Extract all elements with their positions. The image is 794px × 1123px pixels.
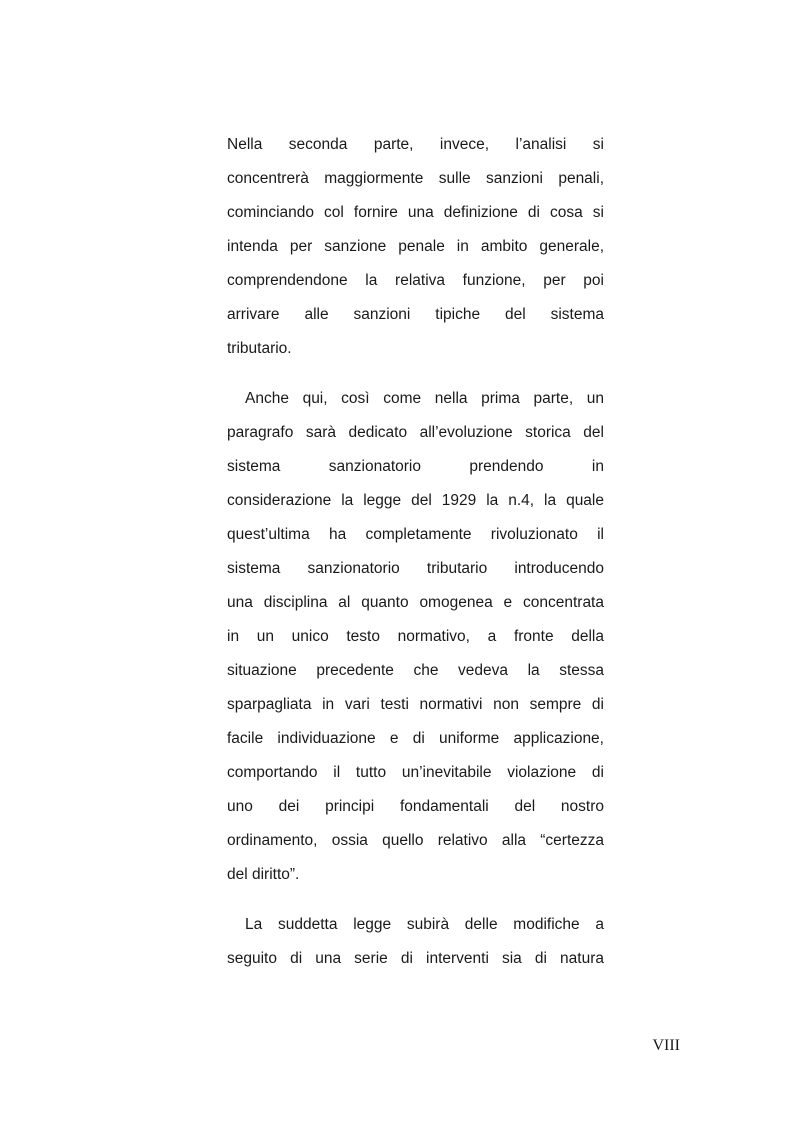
text-line: arrivare alle sanzioni tipiche del sistema xyxy=(227,306,604,323)
text-line: paragrafo sarà dedicato all’evoluzione storica del xyxy=(227,424,604,441)
text-line: intenda per sanzione penale in ambito generale, xyxy=(227,238,604,255)
text-line: in un unico testo normativo, a fronte della xyxy=(227,628,604,645)
text-line: concentrerà maggiormente sulle sanzioni penali, xyxy=(227,170,604,187)
text-line: sparpagliata in vari testi normativi non sempre di xyxy=(227,696,604,713)
text-line: situazione precedente che vedeva la stessa xyxy=(227,662,604,679)
text-line: del diritto”. xyxy=(227,866,300,883)
paragraph-1 xyxy=(227,128,604,366)
text-line: sistema sanzionatorio tributario introducendo xyxy=(227,560,604,577)
body-text xyxy=(227,128,604,976)
page-number: VIII xyxy=(652,1037,680,1054)
text-line: comportando il tutto un’inevitabile violazione di xyxy=(227,764,604,781)
text-line: facile individuazione e di uniforme applicazione, xyxy=(227,730,604,747)
text-line: seguito di una serie di interventi sia di natura xyxy=(227,950,604,967)
text-line: una disciplina al quanto omogenea e concentrata xyxy=(227,594,604,611)
text-line: ordinamento, ossia quello relativo alla “certezza xyxy=(227,832,604,849)
text-line: uno dei principi fondamentali del nostro xyxy=(227,798,604,815)
paragraph-2 xyxy=(227,382,604,892)
text-line: La suddetta legge subirà delle modifiche a xyxy=(245,916,604,933)
text-line: Nella seconda parte, invece, l’analisi si xyxy=(227,136,604,153)
paragraph-3 xyxy=(227,908,604,976)
text-line: considerazione la legge del 1929 la n.4, la quale xyxy=(227,492,604,509)
text-line: quest’ultima ha completamente rivoluzionato il xyxy=(227,526,604,543)
text-line: comprendendone la relativa funzione, per poi xyxy=(227,272,604,289)
text-line: cominciando col fornire una definizione di cosa si xyxy=(227,204,604,221)
text-line: sistema sanzionatorio prendendo in xyxy=(227,458,604,475)
text-line: tributario. xyxy=(227,340,292,357)
text-line: Anche qui, così come nella prima parte, un xyxy=(245,390,604,407)
